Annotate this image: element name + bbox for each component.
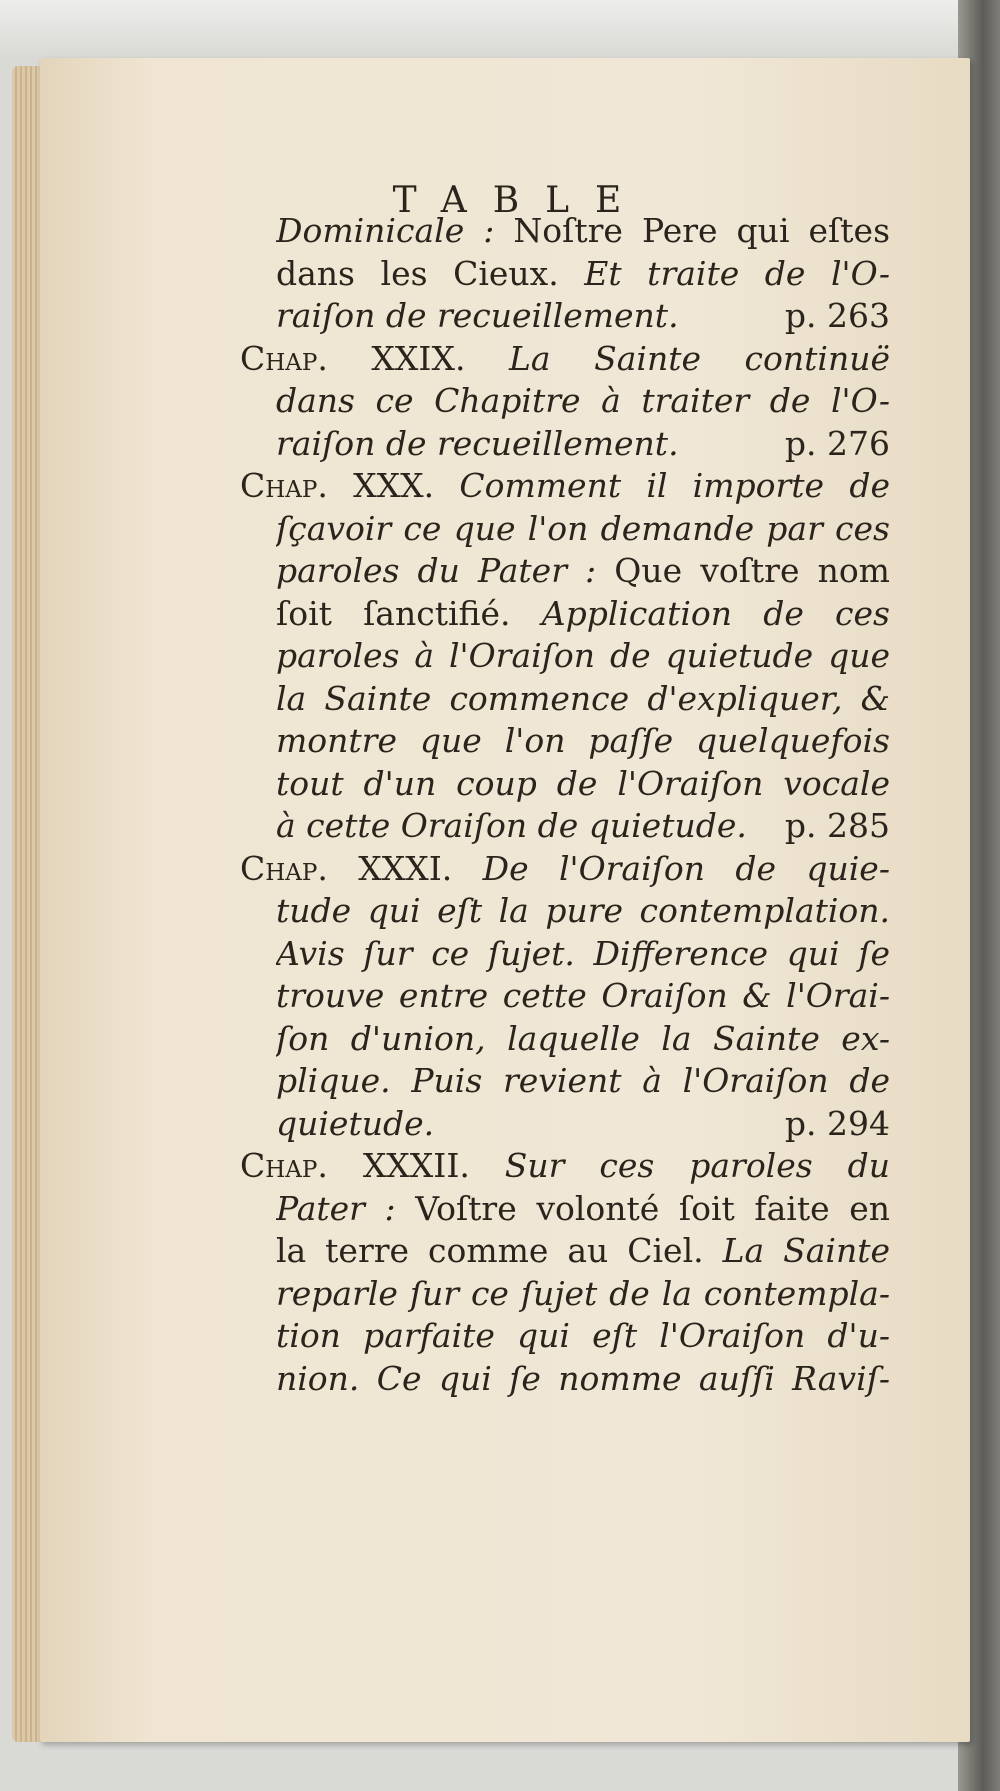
toc-text: Que voſtre nom xyxy=(614,551,890,590)
scan-background-top xyxy=(0,0,1000,60)
toc-text: la terre comme au Ciel. xyxy=(276,1231,723,1270)
toc-text: raiſon de recueillement. xyxy=(276,423,679,463)
toc-entry xyxy=(240,1145,890,1400)
toc-line xyxy=(276,253,890,296)
toc-text: dans les Cieux. xyxy=(276,253,585,293)
toc-line xyxy=(276,508,890,551)
toc-line xyxy=(276,550,890,593)
toc-line xyxy=(276,975,890,1018)
toc-text: De l'Oraiſon de quie- xyxy=(482,848,890,888)
toc-entry xyxy=(276,210,890,338)
toc-line xyxy=(276,1103,890,1146)
toc-line xyxy=(276,380,890,423)
toc-text: quietude. xyxy=(276,1103,435,1143)
toc-text: La Sainte xyxy=(722,1231,890,1270)
toc-line xyxy=(276,933,890,976)
toc-line xyxy=(276,593,890,636)
toc-text: plique. Puis revient à l'Oraiſon de xyxy=(276,1061,890,1100)
toc-line xyxy=(240,848,890,891)
toc-entry xyxy=(240,848,890,1146)
toc-line xyxy=(276,1188,890,1231)
toc-text: reparle ſur ce ſujet de la contempla- xyxy=(276,1273,890,1313)
toc-text: Sur ces paroles du xyxy=(504,1146,890,1185)
toc-line xyxy=(276,1315,890,1358)
toc-line xyxy=(240,465,890,508)
page-number: p. 263 xyxy=(784,296,890,335)
toc-text: Comment il importe de xyxy=(459,466,890,505)
toc-line xyxy=(276,1358,890,1401)
toc-text: paroles du Pater : xyxy=(276,551,615,590)
toc-line xyxy=(276,295,890,338)
toc-line xyxy=(276,423,890,466)
table-of-contents xyxy=(240,210,890,1400)
toc-text: Avis ſur ce ſujet. Difference qui ſe xyxy=(276,933,890,973)
toc-line xyxy=(276,720,890,763)
toc-text: Noſtre Pere qui eſtes xyxy=(494,211,890,250)
chapter-label: Chap. XXXII. xyxy=(240,1146,505,1185)
toc-line xyxy=(240,338,890,381)
chapter-label: Chap. XXXI. xyxy=(240,848,483,888)
toc-line xyxy=(276,763,890,806)
toc-line xyxy=(276,805,890,848)
toc-text: nion. Ce qui ſe nomme auſſi Raviſ- xyxy=(276,1358,890,1398)
running-header: TABLE xyxy=(392,180,648,221)
toc-text: Application de ces xyxy=(541,593,890,633)
toc-text: ſoit ſanctifié. xyxy=(276,593,542,633)
toc-text: ſçavoir ce que l'on demande par ces xyxy=(276,508,890,548)
toc-text: trouve entre cette Oraiſon & l'Orai- xyxy=(276,976,890,1015)
toc-line xyxy=(276,678,890,721)
toc-text: La Sainte continuë xyxy=(508,338,890,378)
toc-text: tion parfaite qui eſt l'Oraiſon d'u- xyxy=(276,1316,890,1355)
toc-text: Voſtre volonté ſoit faite en xyxy=(415,1188,890,1228)
toc-text: tude qui eſt la pure contemplation. xyxy=(276,891,890,930)
toc-text: Et traite de l'O- xyxy=(584,253,890,293)
toc-text: montre que l'on paſſe quelquefois xyxy=(276,721,890,760)
toc-line xyxy=(276,210,890,253)
chapter-label: Chap. XXIX. xyxy=(240,338,509,378)
toc-text: tout d'un coup de l'Oraiſon vocale xyxy=(276,763,890,803)
toc-line xyxy=(240,1145,890,1188)
toc-entry xyxy=(240,465,890,848)
page-number: p. 294 xyxy=(784,1103,890,1143)
toc-text: à cette Oraiſon de quietude. xyxy=(276,806,747,845)
page-number: p. 285 xyxy=(784,806,890,845)
toc-text: la Sainte commence d'expliquer, & xyxy=(276,678,890,718)
toc-line xyxy=(276,890,890,933)
toc-text: Pater : xyxy=(276,1188,416,1228)
toc-text: paroles à l'Oraiſon de quietude que xyxy=(276,636,890,675)
toc-text: Dominicale : xyxy=(276,211,495,250)
toc-line xyxy=(276,1273,890,1316)
toc-line xyxy=(276,1230,890,1273)
toc-text: ſon d'union, laquelle la Sainte ex- xyxy=(276,1018,890,1058)
toc-text: raiſon de recueillement. xyxy=(276,296,679,335)
toc-entry xyxy=(240,338,890,466)
toc-line xyxy=(276,635,890,678)
toc-text: dans ce Chapitre à traiter de l'O- xyxy=(276,381,890,420)
page-number: p. 276 xyxy=(784,423,890,463)
chapter-label: Chap. XXX. xyxy=(240,466,460,505)
toc-line xyxy=(276,1060,890,1103)
toc-line xyxy=(276,1018,890,1061)
